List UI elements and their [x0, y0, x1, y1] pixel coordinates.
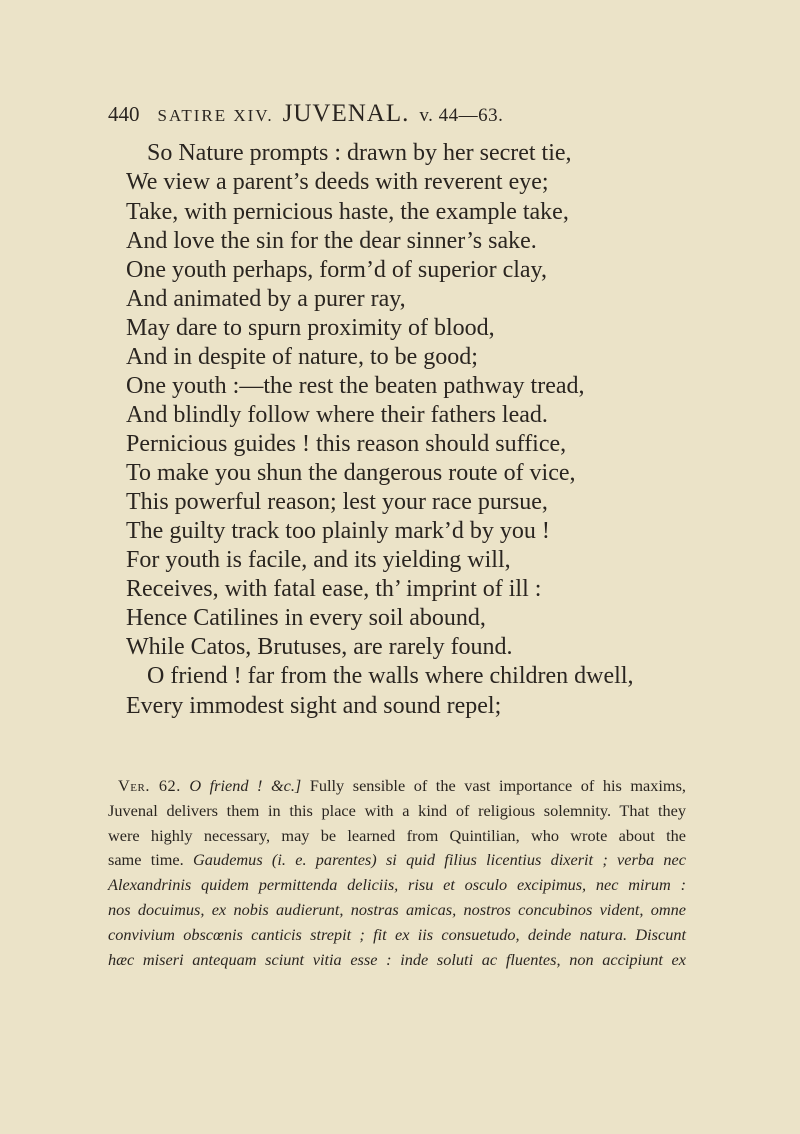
footnote-line: Ver. 62. O friend ! &c.] Fully sensible of the vast importance of his maxims, [118, 776, 686, 795]
footnote-line: hæc miseri antequam sciunt vitia esse : inde soluti ac fluentes, non accipiunt ex [108, 949, 686, 969]
satire-label: SATIRE XIV. [157, 106, 274, 125]
poem-line: Hence Catilines in every soil abound, [126, 605, 486, 631]
poem-line: May dare to spurn proximity of blood, [126, 315, 495, 341]
running-header [108, 100, 608, 128]
poem-line: And in despite of nature, to be good; [126, 344, 478, 370]
footnote [108, 774, 686, 972]
footnote-line: same time. Gaudemus (i. e. parentes) si quid filius licentius dixerit ; verba nec [108, 850, 686, 870]
poem-line: O friend ! far from the walls where children dwell, [147, 663, 634, 689]
footnote-lemma: O friend ! &c.] [189, 776, 302, 795]
poem-line: This powerful reason; lest your race pursue, [126, 489, 548, 515]
poem-line: Take, with pernicious haste, the example take, [126, 199, 569, 225]
poem-line: While Catos, Brutuses, are rarely found. [126, 634, 513, 660]
page-number: 440 [108, 102, 140, 126]
footnote-line: nos docuimus, ex nobis audierunt, nostras amicas, nostros concubinos vident, omne [108, 899, 686, 919]
author-name: JUVENAL. [282, 100, 410, 127]
poem-line: The guilty track too plainly mark’d by you ! [126, 518, 550, 544]
footnote-line: were highly necessary, may be learned from Quintilian, who wrote about the [108, 825, 686, 845]
poem-line: Receives, with fatal ease, th’ imprint of ill : [126, 576, 542, 602]
footnote-line: Juvenal delivers them in this place with a kind of religious solemnity. That they [108, 800, 686, 820]
poem-line: And blindly follow where their fathers lead. [126, 402, 548, 428]
poem-line: And love the sin for the dear sinner’s sake. [126, 228, 537, 254]
footnote-line: convivium obscœnis canticis strepit ; fit ex iis consuetudo, deinde natura. Discunt [108, 924, 686, 944]
poem-line: One youth :—the rest the beaten pathway tread, [126, 373, 585, 399]
poem-line: So Nature prompts : drawn by her secret tie, [147, 140, 572, 166]
poem-line: One youth perhaps, form’d of superior clay, [126, 257, 547, 283]
poem-line: Every immodest sight and sound repel; [126, 693, 502, 719]
footnote-line: Alexandrinis quidem permittenda deliciis, risu et osculo excipimus, nec mirum : [108, 875, 686, 895]
footnote-reference: Ver. 62. [118, 776, 181, 795]
poem-line: We view a parent’s deeds with reverent eye; [126, 169, 549, 195]
verse-range: v. 44—63. [419, 105, 504, 126]
poem-line: To make you shun the dangerous route of vice, [126, 460, 576, 486]
poem-line: For youth is facile, and its yielding will, [126, 547, 511, 573]
poem-line: Pernicious guides ! this reason should suffice, [126, 431, 567, 457]
poem-line: And animated by a purer ray, [126, 286, 406, 312]
